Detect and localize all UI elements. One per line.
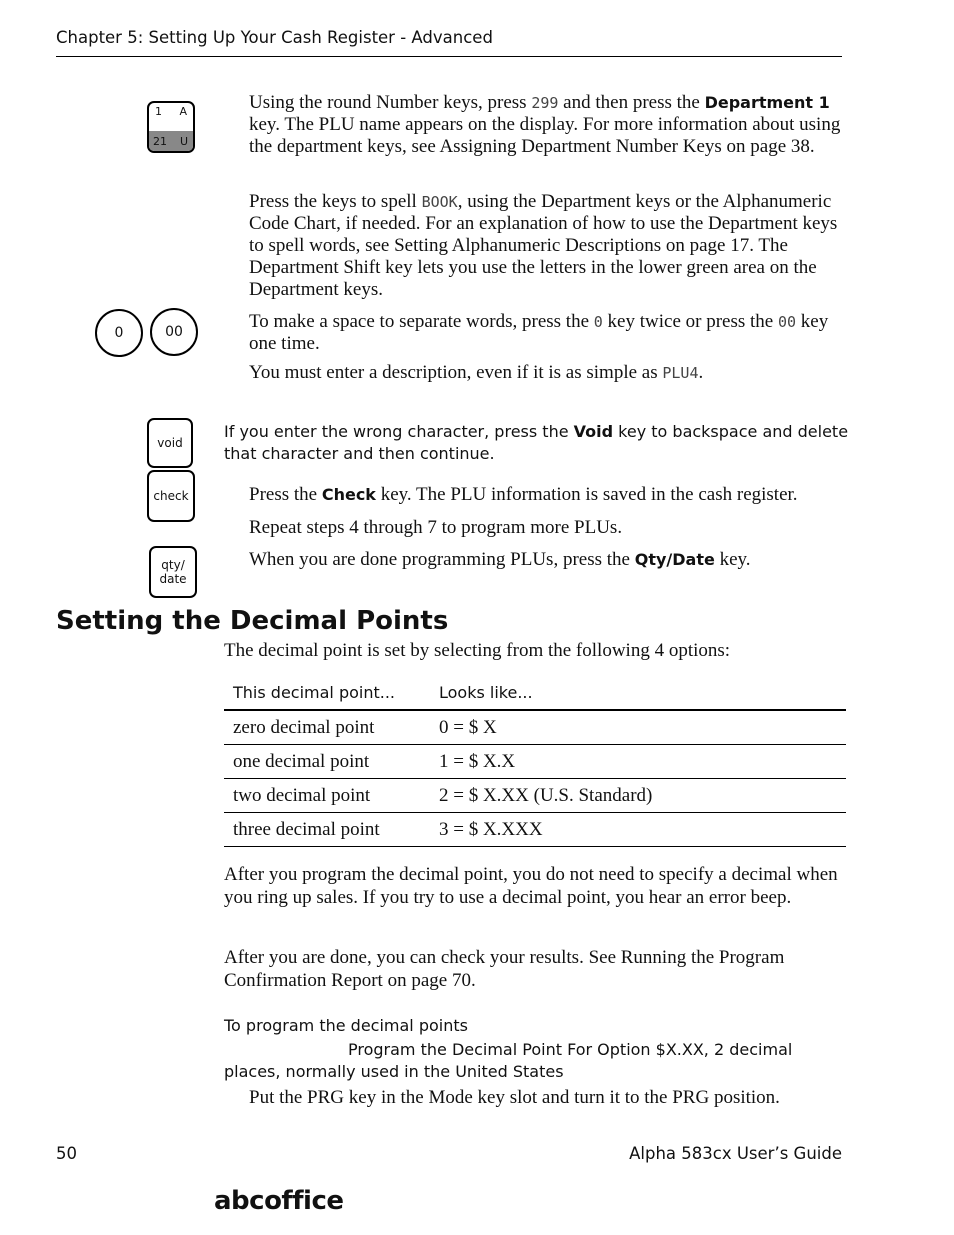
step-press-check: Press the Check key. The PLU information is saved in the cash register. xyxy=(249,484,798,505)
code-double-zero: 00 xyxy=(777,313,797,331)
table-cell: three decimal point xyxy=(224,813,430,847)
table-cell: 2 = $ X.XX (U.S. Standard) xyxy=(430,779,846,813)
section-intro: The decimal point is set by selecting from the following 4 options: xyxy=(224,640,731,661)
step-spell-book: Press the keys to spell BOOK, using the Department keys or the Alphanumeric Code Chart, if needed. For an explanation of how to use the Department keys to spell words, see Setting Alphanumeric Descriptions on page 17. The Department Shift key lets you use the letters in the lower green area on the Department keys. xyxy=(249,191,838,300)
header-rule xyxy=(56,56,842,57)
column-header: Looks like... xyxy=(430,676,846,710)
qty-date-key-icon xyxy=(149,546,197,598)
table-cell: 3 = $ X.XXX xyxy=(430,813,846,847)
step-repeat: Repeat steps 4 through 7 to program more PLUs. xyxy=(249,517,623,538)
after-paragraph-2: After you are done, you can check your results. See Running the Program Confirmation Report on page 70. xyxy=(224,947,785,991)
check-label: Check xyxy=(321,485,376,504)
code-299: 299 xyxy=(531,94,559,112)
procedure-title: To program the decimal points xyxy=(224,1016,468,1035)
code-book: BOOK xyxy=(421,193,458,211)
dept-key-shift-letter: U xyxy=(179,135,188,148)
note-void: If you enter the wrong character, press the Void key to backspace and delete that character and then continue. xyxy=(224,422,849,463)
decimal-options-table xyxy=(224,676,846,847)
table-cell: zero decimal point xyxy=(224,710,430,745)
table-header-row xyxy=(224,676,846,710)
table-cell: 1 = $ X.X xyxy=(430,745,846,779)
after-paragraph-1: After you program the decimal point, you do not need to specify a decimal when you ring up sales. If you try to use a decimal point, you hear an error beep. xyxy=(224,864,838,908)
step-space: To make a space to separate words, press the 0 key twice or press the 00 key one time. xyxy=(249,311,829,354)
dept-key-shift-number: 21 xyxy=(153,135,167,148)
section-title: Setting the Decimal Points xyxy=(56,606,449,636)
procedure-subtitle: Program the Decimal Point For Option $X.XX, 2 decimal places, normally used in the United States xyxy=(224,1040,793,1081)
double-zero-key-icon: 00 xyxy=(150,308,198,356)
qty-date-label: Qty/Date xyxy=(634,550,715,569)
table-cell: 0 = $ X xyxy=(430,710,846,745)
check-key-icon: check xyxy=(147,470,195,522)
table-row xyxy=(224,745,846,779)
qty-key-line2: date xyxy=(159,572,187,586)
brand-logo: abcoffice xyxy=(214,1186,344,1216)
void-label: Void xyxy=(573,422,614,441)
step-press-qty-date: When you are done programming PLUs, press the Qty/Date key. xyxy=(249,549,751,570)
table-row xyxy=(224,779,846,813)
zero-key-icon: 0 xyxy=(95,309,143,357)
note-description: You must enter a description, even if it is as simple as PLU4. xyxy=(249,362,704,383)
table-row xyxy=(224,813,846,847)
step-press-299: Using the round Number keys, press 299 and then press the Department 1 key. The PLU name appears on the display. For more information about using the department keys, see Assigning Department Number Keys on page 38. xyxy=(249,92,841,157)
dept-key-letter: A xyxy=(179,105,187,118)
guide-title: Alpha 583cx User’s Guide xyxy=(629,1144,842,1163)
code-plu4: PLU4 xyxy=(662,364,699,382)
code-zero: 0 xyxy=(593,313,603,331)
department-1-label: Department 1 xyxy=(704,93,830,112)
table-row xyxy=(224,710,846,745)
table-cell: two decimal point xyxy=(224,779,430,813)
department-key-icon xyxy=(147,101,195,153)
qty-key-line1: qty/ xyxy=(161,558,185,572)
chapter-header: Chapter 5: Setting Up Your Cash Register - Advanced xyxy=(56,28,493,47)
procedure-step-1: Put the PRG key in the Mode key slot and turn it to the PRG position. xyxy=(249,1087,780,1108)
column-header: This decimal point... xyxy=(224,676,430,710)
dept-key-number: 1 xyxy=(155,105,162,118)
void-key-icon: void xyxy=(147,418,193,468)
table-cell: one decimal point xyxy=(224,745,430,779)
page-number: 50 xyxy=(56,1144,77,1163)
